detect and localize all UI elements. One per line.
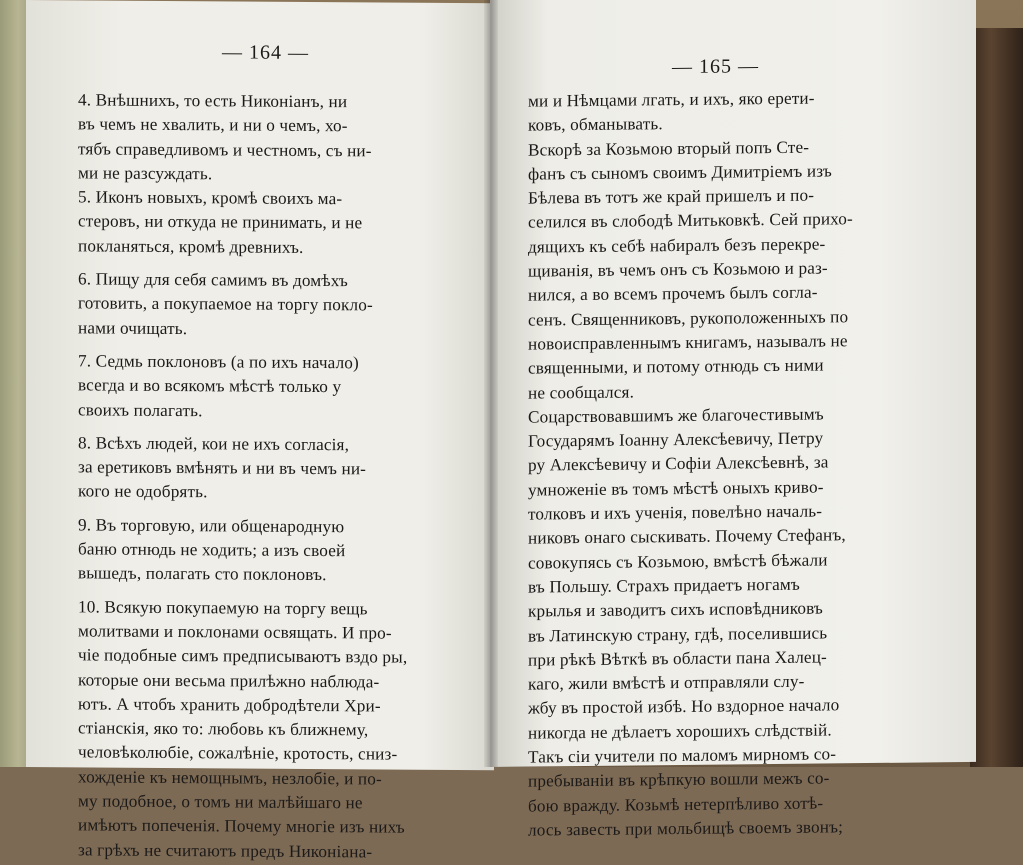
text-line: баню отнюдь не ходить; а изъ своей <box>78 539 346 561</box>
text-line: Государямъ Іоанну Алексѣевичу, Петру <box>528 428 824 451</box>
text-line: умноженіе въ томъ мѣстѣ оныхъ криво- <box>528 477 824 500</box>
text-line: лось завесть при мольбищѣ своемъ звонъ; <box>528 817 844 840</box>
text-line: ми и Нѣмцами лгать, и ихъ, яко ерети- <box>528 88 815 111</box>
text-line: крылья и заводитъ сихъ исповѣдниковъ <box>528 598 823 621</box>
left-page-text <box>78 88 488 865</box>
text-line: ми не разсуждать. <box>78 163 213 184</box>
text-line: при рѣкѣ Вѣткѣ въ области пана Халец- <box>528 647 827 670</box>
text-line: новоисправленнымъ книгамъ, называлъ не <box>528 331 848 354</box>
text-line: никовъ онаго сыскивать. Почему Стефанъ, <box>528 525 846 548</box>
page-number-left: — 164 — <box>222 41 309 64</box>
text-line: готовить, а покупаемое на торгу покло- <box>78 293 373 315</box>
text-line: 4. Внѣшнихъ, то есть Никоніанъ, ни <box>78 90 348 112</box>
text-line: ютъ. А чтобъ хранить добродѣтели Хри- <box>78 694 381 716</box>
text-line: за еретиковъ вмѣнять и ни въ чемъ ни- <box>78 457 367 479</box>
text-line: совокупясь съ Козьмою, вмѣстѣ бѣжали <box>528 550 828 573</box>
text-line: не сообщался. <box>528 382 635 403</box>
text-line: 8. Всѣхъ людей, кои не ихъ согласія, <box>78 433 350 455</box>
text-line: никогда не дѣлаетъ хорошихъ слѣдствій. <box>528 720 832 743</box>
text-line: Соцарствовавшимъ же благочестивымъ <box>528 404 824 427</box>
text-line: Вскорѣ за Козьмою вторый попъ Сте- <box>528 137 810 160</box>
text-line: щиванія, въ чемъ онъ съ Козьмою и раз- <box>528 258 828 281</box>
text-line: кого не одобрять. <box>78 481 208 502</box>
text-line: человѣколюбіе, сожалѣніе, кротость, сниз- <box>78 742 398 765</box>
text-line: нами очищать. <box>78 318 188 338</box>
text-line: каго, жили вмѣстѣ и отправляли слу- <box>528 671 805 694</box>
text-line: молитвами и поклонами освящать. И про- <box>78 621 392 643</box>
text-line: фанъ съ сыномъ своимъ Димитріемъ изъ <box>528 161 832 184</box>
text-line: стеровъ, ни откуда не принимать, и не <box>78 211 363 233</box>
book-gutter <box>484 0 498 767</box>
text-line: му подобное, о томъ ни малѣйшаго не <box>78 791 363 813</box>
text-line: дящихъ къ себѣ набиралъ безъ перекре- <box>528 234 826 257</box>
text-line: которые они весьма прилѣжно наблюда- <box>78 669 380 691</box>
text-line: бою вражду. Козьмѣ нетерпѣливо хотѣ- <box>528 793 824 816</box>
text-line: Бѣлева въ тотъ же край пришелъ и по- <box>528 185 815 208</box>
text-line: священными, и потому отнюдь съ ними <box>528 355 824 378</box>
text-line: стіанскія, яко то: любовь къ ближнему, <box>78 718 369 740</box>
text-line: 6. Пищу для себя самимъ въ домѣхъ <box>78 269 348 291</box>
text-line: вышедъ, полагать сто поклоновъ. <box>78 563 327 585</box>
text-line: въ Польшу. Страхъ придаетъ ногамъ <box>528 574 800 597</box>
text-line: 7. Седмь поклоновъ (а по ихъ начало) <box>78 351 359 373</box>
text-line: нился, а во всемъ прочемъ былъ согла- <box>528 282 818 305</box>
text-line: въ Латинскую страну, гдѣ, поселившись <box>528 622 828 646</box>
page-number-right: — 165 — <box>672 55 759 79</box>
text-line: тябъ справедливомъ и честномъ, съ ни- <box>78 138 372 161</box>
text-line: всегда и во всякомъ мѣстѣ только у <box>78 375 342 397</box>
text-line: за грѣхъ не считаютъ предъ Никоніана- <box>78 839 373 862</box>
text-line: селился въ слободѣ Митьковкѣ. Сей прихо- <box>528 209 853 233</box>
right-page <box>490 0 976 840</box>
text-line: ковъ, обманывать. <box>528 114 663 135</box>
text-line: покланяться, кромѣ древнихъ. <box>78 236 304 257</box>
text-line: хожденіе къ немощнымъ, незлобіе, и по- <box>78 767 382 789</box>
text-line: жбу въ простой избѣ. Но вздорное начало <box>528 695 840 719</box>
text-line: 10. Всякую покупаемую на торгу вещь <box>78 597 368 619</box>
text-line: Такъ сіи учители по маломъ мирномъ со- <box>528 744 837 767</box>
text-line: чіе подобные симъ предписываютъ вздо ры, <box>78 645 408 667</box>
text-line: имѣютъ попеченія. Почему многіе изъ нихъ <box>78 815 405 837</box>
text-line: пребываніи въ крѣпкую вошли межъ со- <box>528 768 830 791</box>
text-line: 5. Иконъ новыхъ, кромѣ своихъ ма- <box>78 187 343 209</box>
left-page <box>26 0 494 862</box>
text-line: 9. Въ торговую, или общенародную <box>78 515 345 536</box>
book-cover-right <box>970 28 1023 767</box>
text-line: своихъ полагать. <box>78 399 203 420</box>
text-line: толковъ и ихъ ученія, повелѣно началь- <box>528 501 823 524</box>
text-line: ру Алексѣевичу и Софіи Алексѣевнѣ, за <box>528 452 829 476</box>
text-line: сенъ. Священниковъ, рукоположенныхъ по <box>528 306 849 330</box>
right-page-text <box>528 85 968 843</box>
text-line: въ чемъ не хвалить, и ни о чемъ, хо- <box>78 114 348 136</box>
